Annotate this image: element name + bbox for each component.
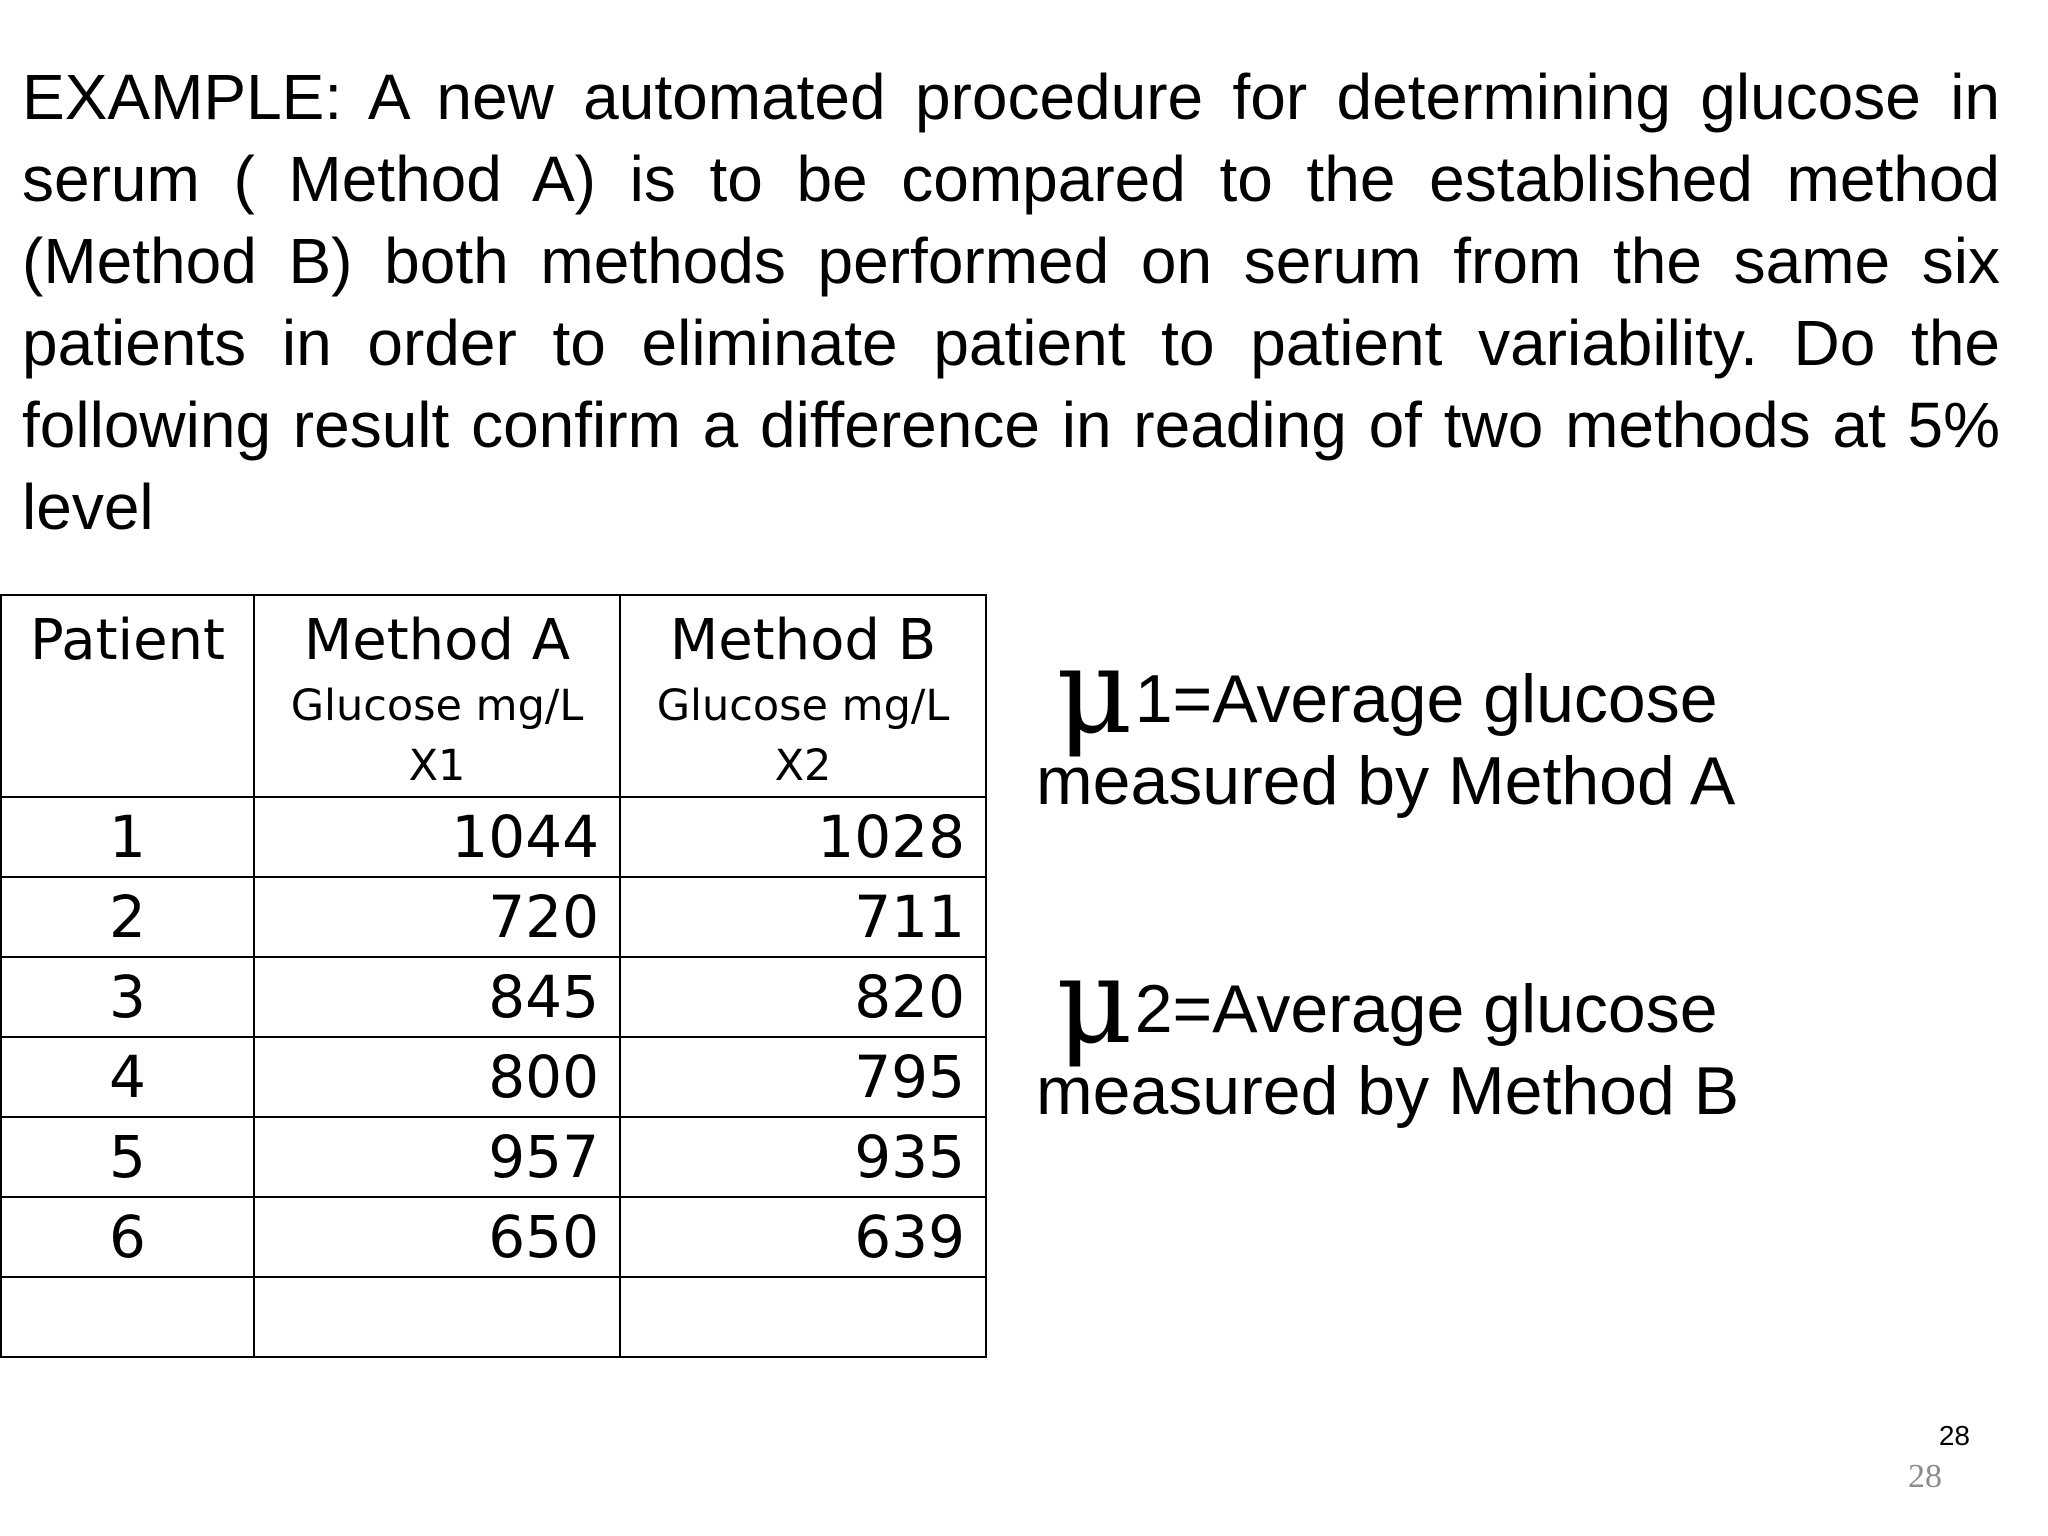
cell-patient: 3: [1, 957, 254, 1037]
header-method-b: [620, 595, 986, 797]
cell-patient: 4: [1, 1037, 254, 1117]
header-method-b-label: Method B: [669, 608, 937, 673]
mu2-line-1: [1036, 932, 1739, 1070]
mu2-definition: [1036, 932, 1740, 1132]
table-row-empty: [1, 1277, 986, 1357]
cell-method-b: 820: [620, 957, 986, 1037]
page-number: 28: [1938, 1420, 1970, 1451]
header-method-a-label: Method A: [303, 608, 571, 673]
table-row: [1, 957, 986, 1037]
cell-patient: [1, 1277, 254, 1357]
mu2-line-2: measured by Method B: [1036, 1053, 1740, 1129]
cell-method-a: 650: [254, 1197, 620, 1277]
cell-method-a: 720: [254, 877, 620, 957]
cell-method-a: [254, 1277, 620, 1357]
header-method-a-var: X1: [408, 741, 466, 791]
table-row: [1, 877, 986, 957]
mu2-text: 2=Average glucose: [1134, 971, 1718, 1047]
cell-method-b: 711: [620, 877, 986, 957]
cell-method-a: 1044: [254, 797, 620, 877]
mu1-text: 1=Average glucose: [1134, 661, 1718, 737]
table-row: [1, 1117, 986, 1197]
glucose-data-table: [0, 594, 987, 1358]
header-method-a-unit: Glucose mg/L: [290, 681, 584, 731]
header-method-b-unit: Glucose mg/L: [656, 681, 950, 731]
cell-method-b: [620, 1277, 986, 1357]
mu1-line-2: measured by Method A: [1036, 743, 1736, 819]
mu1-line-1: [1036, 622, 1735, 760]
cell-method-b: 935: [620, 1117, 986, 1197]
cell-method-a: 957: [254, 1117, 620, 1197]
header-patient-label: Patient: [30, 608, 225, 673]
cell-method-b: 639: [620, 1197, 986, 1277]
page-number-footer: 28: [1908, 1458, 1942, 1495]
header-patient: [1, 595, 254, 797]
header-method-b-var: X2: [774, 741, 832, 791]
cell-method-b: 1028: [620, 797, 986, 877]
mu-symbol: μ: [1056, 622, 1133, 760]
table-row: [1, 1197, 986, 1277]
cell-method-b: 795: [620, 1037, 986, 1117]
table-row: [1, 797, 986, 877]
problem-statement: EXAMPLE: A new automated procedure for determining glucose in serum ( Method A) is to be compared to the established method (Method B) both methods performed on serum from the same six patients in order to eliminate patient to patient variability. Do the following result confirm a difference in reading of two methods at 5% level: [22, 61, 2000, 543]
cell-patient: 2: [1, 877, 254, 957]
mu-symbol: μ: [1056, 932, 1133, 1070]
cell-patient: 1: [1, 797, 254, 877]
cell-patient: 6: [1, 1197, 254, 1277]
cell-patient: 5: [1, 1117, 254, 1197]
table-row: [1, 1037, 986, 1117]
mu1-definition: [1036, 622, 1736, 822]
header-method-a: [254, 595, 620, 797]
cell-method-a: 800: [254, 1037, 620, 1117]
table-header-row: [1, 595, 986, 797]
cell-method-a: 845: [254, 957, 620, 1037]
